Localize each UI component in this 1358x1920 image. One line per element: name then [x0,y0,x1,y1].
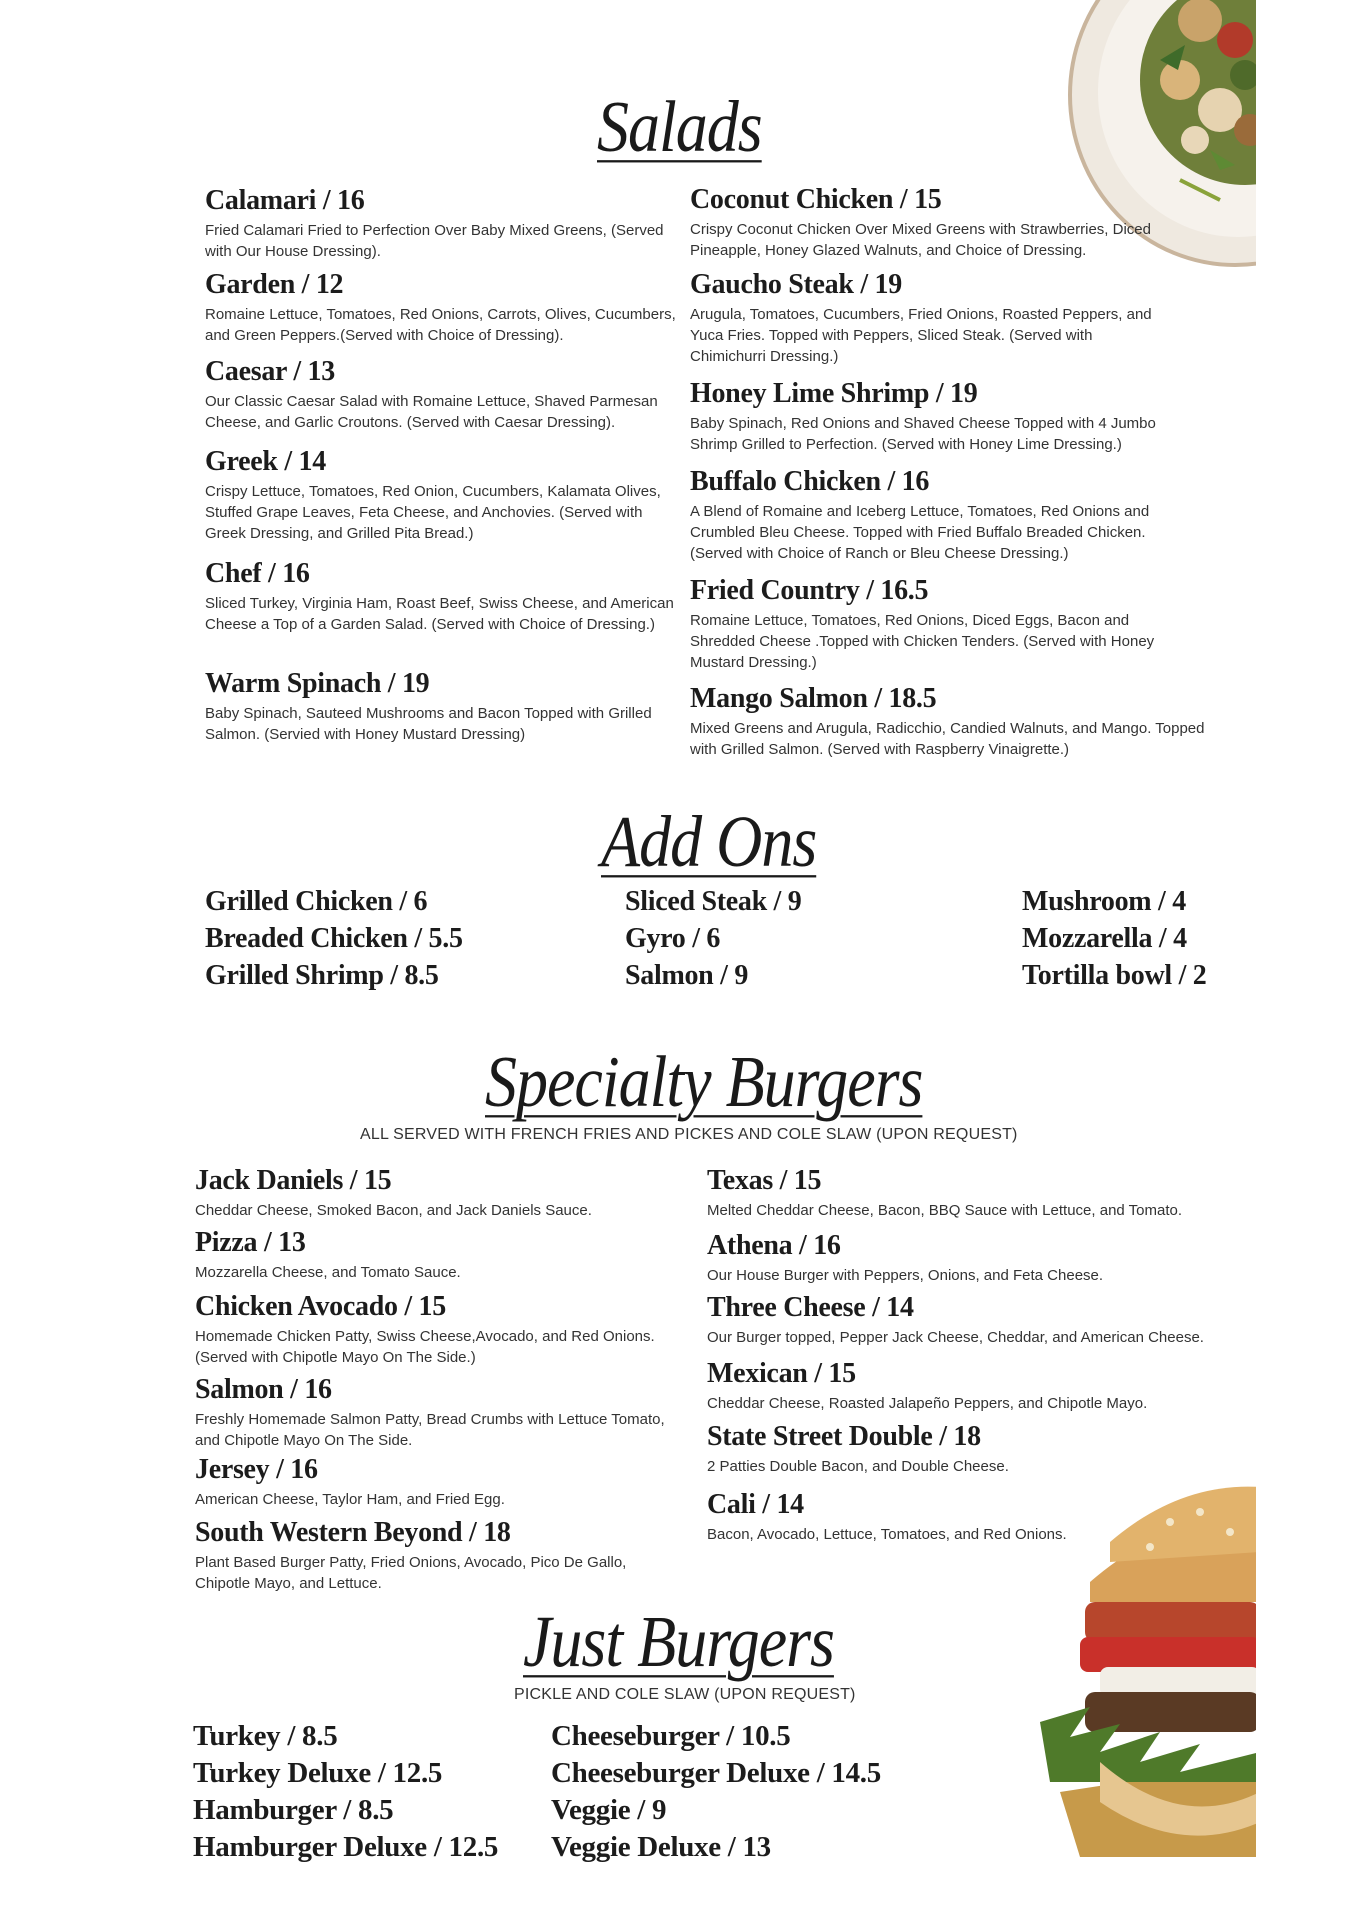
item-description: Baby Spinach, Red Onions and Shaved Cheese Topped with 4 Jumbo Shrimp Grilled to Perfection. (Served with Honey Lime Dressing.) [690,415,1156,453]
item-description: Our Burger topped, Pepper Jack Cheese, Cheddar, and American Cheese. [707,1329,1204,1346]
item-name: State Street Double / 18 [707,1421,981,1452]
just-burger-item: Cheeseburger / 10.5 [551,1720,791,1752]
item-name: Garden / 12 [205,269,344,300]
salad-item [690,682,1210,760]
addon-item: Breaded Chicken / 5.5 [205,923,463,954]
item-name: Texas / 15 [707,1165,822,1196]
item-name: Gaucho Steak / 19 [690,269,902,300]
burger-item [707,1357,1247,1414]
specialty-note: ALL SERVED WITH FRENCH FRIES AND PICKES AND COLE SLAW (UPON REQUEST) [360,1126,1018,1143]
just-burger-item: Turkey Deluxe / 12.5 [193,1757,443,1789]
item-description: Baby Spinach, Sauteed Mushrooms and Bacon Topped with Grilled Salmon. (Servied with Honey Mustard Dressing) [205,705,652,743]
salad-item [205,445,685,544]
salad-item [205,355,685,433]
item-description: Bacon, Avocado, Lettuce, Tomatoes, and Red Onions. [707,1526,1067,1543]
just-burger-item: Hamburger Deluxe / 12.5 [193,1831,499,1863]
salad-item [205,667,675,745]
burger-item [707,1420,1247,1477]
item-description: Romaine Lettuce, Tomatoes, Red Onions, Carrots, Olives, Cucumbers, and Green Peppers.(Served with Choice of Dressing). [205,306,676,344]
item-name: Mango Salmon / 18.5 [690,683,937,714]
burger-item [195,1290,675,1368]
just-burger-item: Cheeseburger Deluxe / 14.5 [551,1757,881,1789]
item-name: Salmon / 16 [195,1374,332,1405]
salad-item [690,183,1175,261]
burger-item [195,1516,675,1594]
item-description: Our House Burger with Peppers, Onions, and Feta Cheese. [707,1267,1104,1284]
item-description: Fried Calamari Fried to Perfection Over Baby Mixed Greens, (Served with Our House Dressing). [205,222,664,260]
addon-item: Mozzarella / 4 [1022,923,1187,954]
burger-item [195,1373,675,1451]
burger-item [707,1229,1247,1286]
item-description: Our Classic Caesar Salad with Romaine Lettuce, Shaved Parmesan Cheese, and Garlic Croutons. (Served with Caesar Dressing). [205,393,658,431]
item-name: Mexican / 15 [707,1358,856,1389]
burger-item [195,1164,675,1221]
item-description: Crispy Coconut Chicken Over Mixed Greens with Strawberries, Diced Pineapple, Honey Glazed Walnuts, and Choice of Dressing. [690,221,1151,259]
item-name: Buffalo Chicken / 16 [690,466,930,497]
addon-item: Gyro / 6 [625,923,721,954]
item-description: Crispy Lettuce, Tomatoes, Red Onion, Cucumbers, Kalamata Olives, Stuffed Grape Leaves, Feta Cheese, and Anchovies. (Served with Greek Dressing, and Grilled Pita Bread.) [205,483,661,542]
salad-item [690,574,1180,673]
salad-item [690,377,1200,455]
item-name: Cali / 14 [707,1489,804,1520]
just-burger-item: Hamburger / 8.5 [193,1794,394,1826]
item-name: Jack Daniels / 15 [195,1165,392,1196]
item-name: Chicken Avocado / 15 [195,1291,446,1322]
addon-item: Grilled Shrimp / 8.5 [205,960,439,991]
salad-item [690,465,1180,564]
item-description: Melted Cheddar Cheese, Bacon, BBQ Sauce with Lettuce, and Tomato. [707,1202,1183,1219]
specialty-burgers-title: Specialty Burgers [485,1040,923,1123]
item-description: Mozzarella Cheese, and Tomato Sauce. [195,1264,461,1281]
item-name: South Western Beyond / 18 [195,1517,511,1548]
salad-item [205,184,675,262]
item-name: Fried Country / 16.5 [690,575,929,606]
item-name: Coconut Chicken / 15 [690,184,942,215]
just-burger-item: Turkey / 8.5 [193,1720,338,1752]
item-description: American Cheese, Taylor Ham, and Fried Egg. [195,1491,505,1508]
burger-item [707,1164,1247,1221]
item-description: Mixed Greens and Arugula, Radicchio, Candied Walnuts, and Mango. Topped with Grilled Salmon. (Served with Raspberry Vinaigrette.) [690,720,1205,758]
item-name: Athena / 16 [707,1230,841,1261]
just-burger-item: Veggie Deluxe / 13 [551,1831,771,1863]
item-description: Homemade Chicken Patty, Swiss Cheese,Avocado, and Red Onions. (Served with Chipotle Mayo On The Side.) [195,1328,655,1366]
item-name: Pizza / 13 [195,1227,306,1258]
item-name: Greek / 14 [205,446,326,477]
item-description: 2 Patties Double Bacon, and Double Cheese. [707,1458,1009,1475]
item-name: Jersey / 16 [195,1454,318,1485]
item-description: Cheddar Cheese, Roasted Jalapeño Peppers, and Chipotle Mayo. [707,1395,1148,1412]
addon-item: Mushroom / 4 [1022,886,1186,917]
item-description: A Blend of Romaine and Iceberg Lettuce, Tomatoes, Red Onions and Crumbled Bleu Cheese. Topped with Fried Buffalo Breaded Chicken. (Served with Choice of Ranch or Bleu Cheese Dressing.) [690,503,1150,562]
burger-item [195,1226,675,1283]
salad-item [690,268,1170,367]
item-description: Arugula, Tomatoes, Cucumbers, Fried Onions, Roasted Peppers, and Yuca Fries. Topped with Peppers, Sliced Steak. (Served with Chimichurri Dressing.) [690,306,1152,365]
item-name: Honey Lime Shrimp / 19 [690,378,978,409]
item-name: Chef / 16 [205,558,310,589]
item-description: Cheddar Cheese, Smoked Bacon, and Jack Daniels Sauce. [195,1202,592,1219]
just-burgers-title: Just Burgers [523,1600,834,1683]
salads-title: Salads [597,85,762,168]
just-burger-item: Veggie / 9 [551,1794,667,1826]
item-name: Calamari / 16 [205,185,365,216]
salad-item [205,268,685,346]
add-ons-title: Add Ons [601,800,817,883]
addon-item: Grilled Chicken / 6 [205,886,428,917]
item-name: Three Cheese / 14 [707,1292,914,1323]
item-description: Freshly Homemade Salmon Patty, Bread Crumbs with Lettuce Tomato, and Chipotle Mayo On The Side. [195,1411,665,1449]
item-name: Caesar / 13 [205,356,335,387]
page-margin [1256,0,1358,1920]
item-description: Sliced Turkey, Virginia Ham, Roast Beef, Swiss Cheese, and American Cheese a Top of a Garden Salad. (Served with Choice of Dressing.) [205,595,674,633]
salad-item [205,557,675,635]
addon-item: Tortilla bowl / 2 [1022,960,1207,991]
burger-item [707,1291,1252,1348]
addon-item: Sliced Steak / 9 [625,886,802,917]
burger-item [707,1488,1127,1545]
just-burgers-note: PICKLE AND COLE SLAW (UPON REQUEST) [514,1686,856,1703]
burger-item [195,1453,675,1510]
item-name: Warm Spinach / 19 [205,668,430,699]
item-description: Plant Based Burger Patty, Fried Onions, Avocado, Pico De Gallo, Chipotle Mayo, and Lettuce. [195,1554,627,1592]
addon-item: Salmon / 9 [625,960,749,991]
item-description: Romaine Lettuce, Tomatoes, Red Onions, Diced Eggs, Bacon and Shredded Cheese .Topped with Chicken Tenders. (Served with Honey Mustard Dressing.) [690,612,1155,671]
